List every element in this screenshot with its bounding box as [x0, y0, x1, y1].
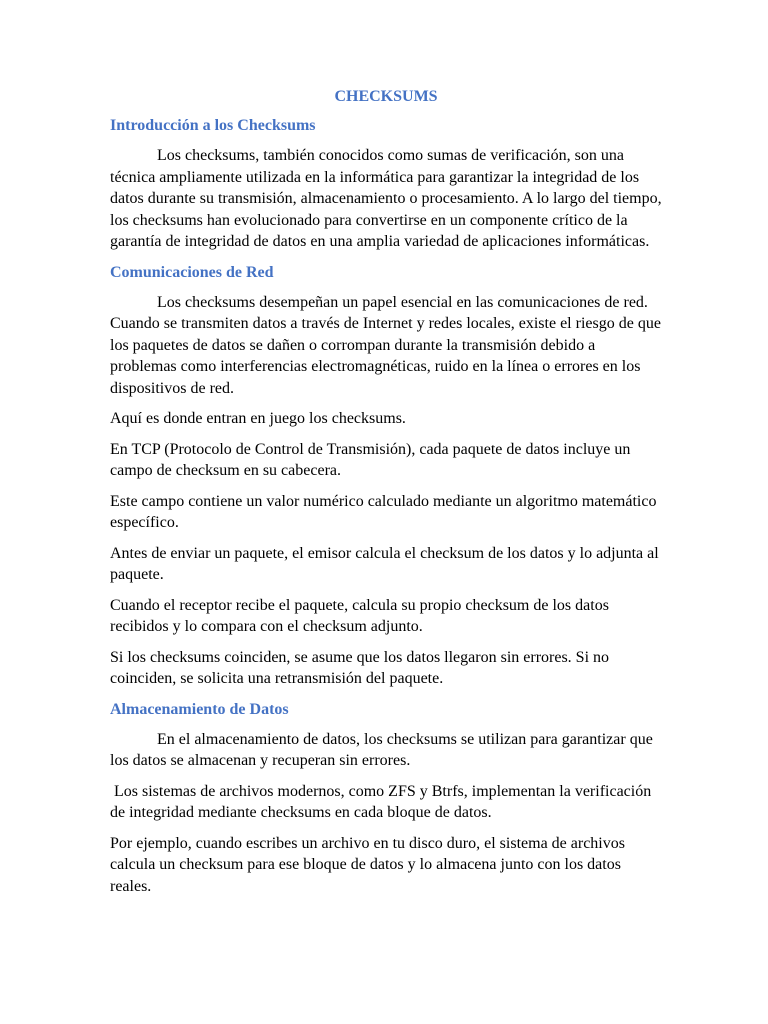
paragraph: Si los checksums coinciden, se asume que los datos llegaron sin errores. Si no coinciden, se solicita una retransmisión del paquete.: [110, 648, 610, 687]
paragraph: Los sistemas de archivos modernos, como ZFS y Btrfs, implementan la verificación de integridad mediante checksums en cada bloque de datos.: [110, 782, 656, 821]
paragraph: Cuando el receptor recibe el paquete, calcula su propio checksum de los datos recibidos y lo compara con el checksum adjunto.: [110, 596, 609, 635]
section-heading-almacenamiento: Almacenamiento de Datos: [110, 700, 289, 718]
paragraph: Los checksums, también conocidos como sumas de verificación, son una técnica ampliamente utilizada en la informática para garantizar la integridad de los datos durante su transmisión, almacenamiento o procesamiento. A lo largo del tiempo, los checksums han evolucionado para convertirse en un componente crítico de la garantía de integridad de datos en una amplia variedad de aplicaciones informáticas.: [110, 147, 662, 250]
paragraph: Por ejemplo, cuando escribes un archivo en tu disco duro, el sistema de archivos calcula un checksum para ese bloque de datos y lo almacena junto con los datos reales.: [110, 834, 625, 895]
section-heading-introduccion: Introducción a los Checksums: [110, 117, 316, 134]
document-page: [110, 86, 662, 906]
paragraph: Este campo contiene un valor numérico calculado mediante un algoritmo matemático específico.: [110, 492, 657, 531]
paragraph: En TCP (Protocolo de Control de Transmisión), cada paquete de datos incluye un campo de checksum en su cabecera.: [110, 440, 631, 479]
paragraph: Los checksums desempeñan un papel esencial en las comunicaciones de red. Cuando se transmiten datos a través de Internet y redes locales, existe el riesgo de que los paquetes de datos se dañen o corrompan durante la transmisión debido a problemas como interferencias electromagnéticas, ruido en la línea o errores en los dispositivos de red.: [110, 293, 661, 397]
paragraph: Aquí es donde entran en juego los checksums.: [110, 410, 406, 427]
section-heading-comunicaciones: Comunicaciones de Red: [110, 263, 274, 281]
paragraph: Antes de enviar un paquete, el emisor calcula el checksum de los datos y lo adjunta al paquete.: [110, 544, 659, 583]
document-title: CHECKSUMS: [334, 88, 438, 105]
paragraph: En el almacenamiento de datos, los checksums se utilizan para garantizar que los datos se almacenan y recuperan sin errores.: [110, 730, 653, 769]
